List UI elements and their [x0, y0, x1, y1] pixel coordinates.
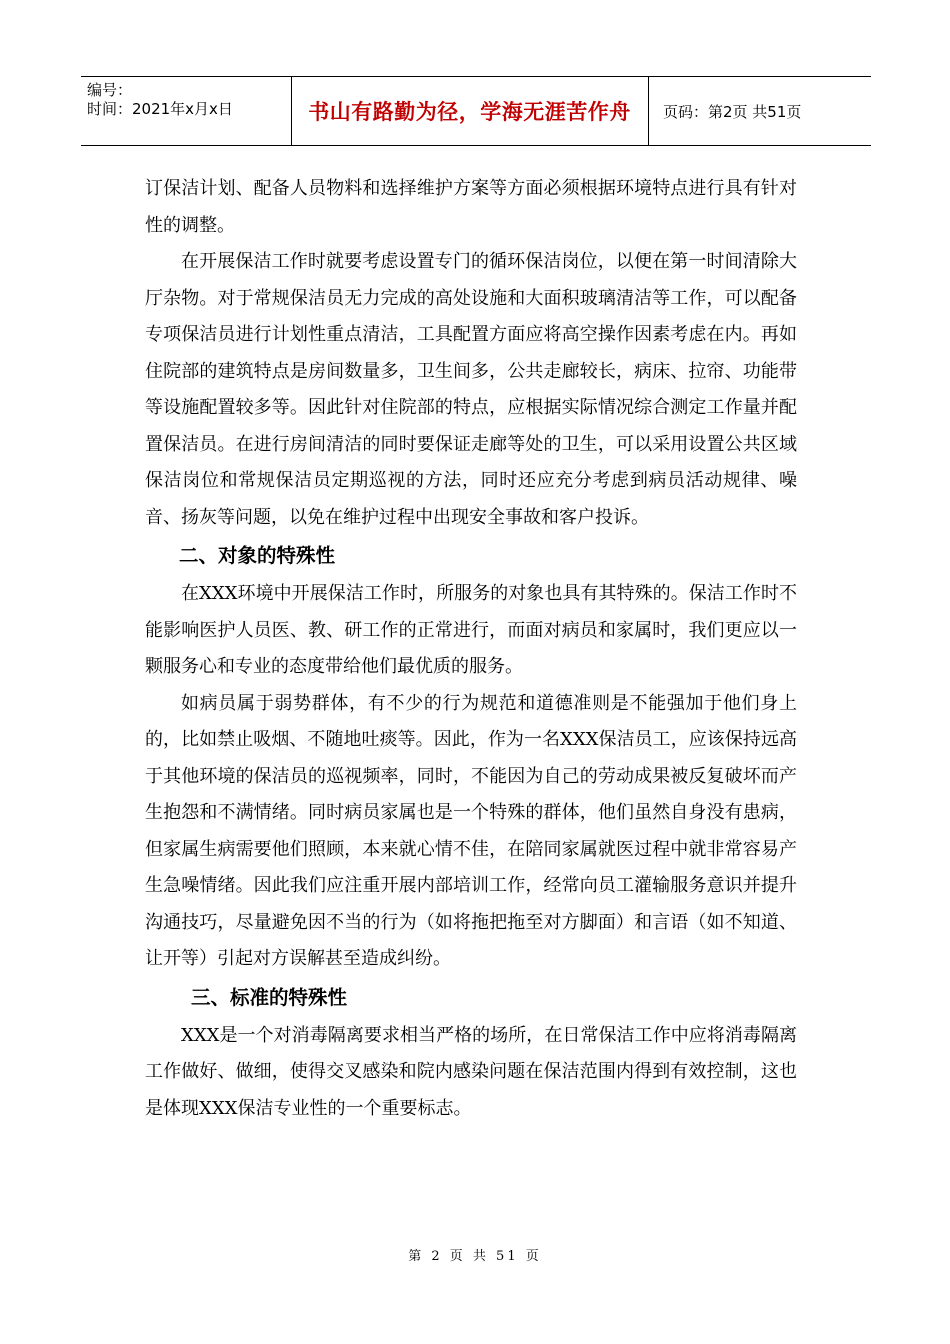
- paragraph: 如病员属于弱势群体，有不少的行为规范和道德准则是不能强加于他们身上的，比如禁止吸烟、不随地吐痰等。因此，作为一名XXX保洁员工，应该保持远高于其他环境的保洁员的巡视频率，同时，不能因为自己的劳动成果被反复破坏而产生抱怨和不满情绪。同时病员家属也是一个特殊的群体，他们虽然自身没有患病，但家属生病需要他们照顾，本来就心情不佳，在陪同家属就医过程中就非常容易产生急噪情绪。因此我们应注重开展内部培训工作，经常向员工灌输服务意识并提升沟通技巧，尽量避免因不当的行为（如将拖把拖至对方脚面）和言语（如不知道、让开等）引起对方误解甚至造成纠纷。: [145, 692, 797, 969]
- time-label: 时间：2021年x月x日: [87, 100, 233, 118]
- serial-number-label: 编号：: [87, 81, 133, 99]
- page-header: [81, 76, 871, 146]
- section-heading: 二、对象的特殊性: [179, 544, 336, 567]
- section-heading: 三、标准的特殊性: [191, 985, 348, 1009]
- paragraph: 在XXX环境中开展保洁工作时，所服务的对象也具有其特殊的。保洁工作时不能影响医护人员医、教、研工作的正常进行，而面对病员和家属时，我们更应以一颗服务心和专业的态度带给他们最优质的服务。: [145, 583, 797, 677]
- header-meta: [87, 81, 233, 119]
- page-footer: 第 2 页 共 51 页: [408, 1249, 542, 1264]
- document-body: [145, 171, 797, 1127]
- header-motto: 书山有路勤为径，学海无涯苦作舟: [308, 100, 631, 124]
- header-divider-right: [648, 77, 649, 145]
- paragraph: XXX是一个对消毒隔离要求相当严格的场所，在日常保洁工作中应将消毒隔离工作做好、做细，使得交叉感染和院内感染问题在保洁范围内得到有效控制，这也是体现XXX保洁专业性的一个重要标志。: [145, 1024, 797, 1119]
- paragraph: 订保洁计划、配备人员物料和选择维护方案等方面必须根据环境特点进行具有针对性的调整。: [145, 178, 797, 236]
- paragraph: 在开展保洁工作时就要考虑设置专门的循环保洁岗位，以便在第一时间清除大厅杂物。对于常规保洁员无力完成的高处设施和大面积玻璃清洁等工作，可以配备专项保洁员进行计划性重点清洁，工具配置方面应将高空操作因素考虑在内。再如住院部的建筑特点是房间数量多，卫生间多，公共走廊较长，病床、拉帘、功能带等设施配置较多等。因此针对住院部的特点，应根据实际情况综合测定工作量并配置保洁员。在进行房间清洁的同时要保证走廊等处的卫生，可以采用设置公共区域保洁岗位和常规保洁员定期巡视的方法，同时还应充分考虑到病员活动规律、噪音、扬灰等问题，以免在维护过程中出现安全事故和客户投诉。: [145, 251, 797, 528]
- header-page-info: 页码：第2页 共51页: [663, 102, 802, 121]
